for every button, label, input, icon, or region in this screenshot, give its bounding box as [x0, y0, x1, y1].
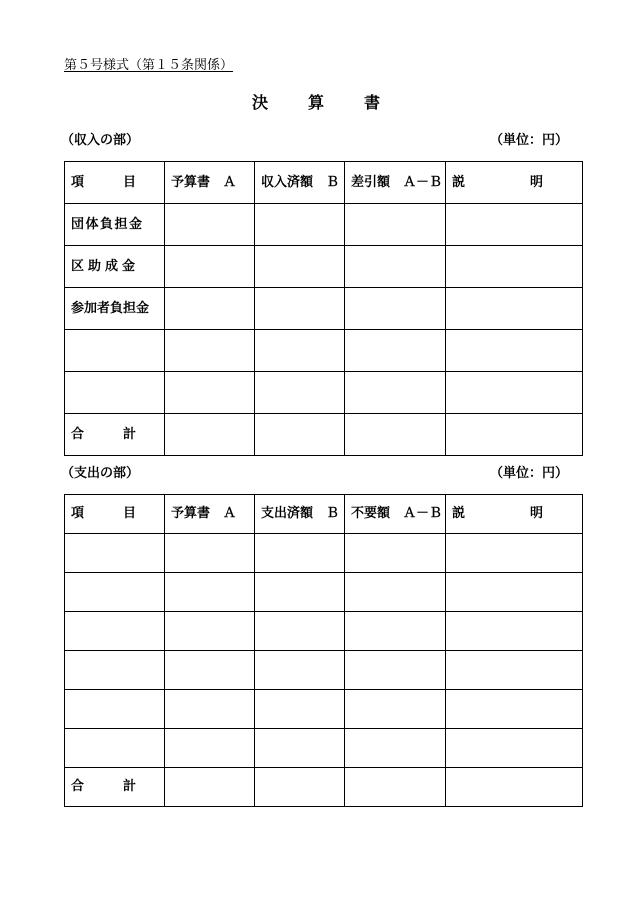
received-cell	[255, 372, 345, 414]
item-label	[65, 372, 165, 414]
total-row	[65, 768, 583, 807]
income-unit-label: （単位：円）	[489, 133, 568, 148]
budget-total-cell	[165, 414, 255, 456]
header-budget: 予算書 Ａ	[165, 495, 255, 534]
note-cell	[446, 690, 583, 729]
total-label: 合 計	[65, 768, 165, 807]
header-difference: 差引額 Ａ－Ｂ	[345, 162, 446, 204]
table-row	[65, 288, 583, 330]
item-label	[65, 330, 165, 372]
table-row	[65, 612, 583, 651]
note-cell	[446, 729, 583, 768]
table-row	[65, 729, 583, 768]
header-budget: 予算書 Ａ	[165, 162, 255, 204]
form-number: 第５号様式（第１５条関係）	[64, 58, 234, 73]
header-received: 収入済額 Ｂ	[255, 162, 345, 204]
received-cell	[255, 288, 345, 330]
budget-cell	[165, 651, 255, 690]
difference-cell	[345, 288, 446, 330]
item-label: 区助成金	[65, 246, 165, 288]
budget-cell	[165, 288, 255, 330]
received-cell	[255, 204, 345, 246]
table-header-row	[65, 495, 583, 534]
note-cell	[446, 372, 583, 414]
expense-unit-label: （単位：円）	[489, 466, 568, 481]
table-row	[65, 204, 583, 246]
expense-table	[64, 494, 583, 807]
spent-total-cell	[255, 768, 345, 807]
note-cell	[446, 612, 583, 651]
note-cell	[446, 651, 583, 690]
budget-cell	[165, 372, 255, 414]
difference-cell	[345, 246, 446, 288]
spent-cell	[255, 612, 345, 651]
item-label	[65, 534, 165, 573]
note-cell	[446, 573, 583, 612]
spent-cell	[255, 651, 345, 690]
note-cell	[446, 414, 583, 456]
total-row	[65, 414, 583, 456]
header-item: 項 目	[65, 162, 165, 204]
spent-cell	[255, 690, 345, 729]
budget-cell	[165, 729, 255, 768]
header-note: 説 明	[446, 162, 583, 204]
header-unused: 不要額 Ａ－Ｂ	[345, 495, 446, 534]
income-table	[64, 161, 583, 456]
header-note: 説 明	[446, 495, 583, 534]
budget-total-cell	[165, 768, 255, 807]
budget-cell	[165, 573, 255, 612]
header-item: 項 目	[65, 495, 165, 534]
unused-cell	[345, 651, 446, 690]
unused-cell	[345, 729, 446, 768]
received-total-cell	[255, 414, 345, 456]
spent-cell	[255, 534, 345, 573]
received-cell	[255, 246, 345, 288]
unused-cell	[345, 573, 446, 612]
table-row	[65, 330, 583, 372]
budget-cell	[165, 330, 255, 372]
difference-cell	[345, 372, 446, 414]
budget-cell	[165, 612, 255, 651]
unused-cell	[345, 612, 446, 651]
table-row	[65, 690, 583, 729]
note-cell	[446, 768, 583, 807]
budget-cell	[165, 534, 255, 573]
difference-cell	[345, 330, 446, 372]
item-label	[65, 651, 165, 690]
difference-cell	[345, 204, 446, 246]
item-label	[65, 573, 165, 612]
note-cell	[446, 288, 583, 330]
item-label	[65, 729, 165, 768]
budget-cell	[165, 690, 255, 729]
header-spent: 支出済額 Ｂ	[255, 495, 345, 534]
unused-total-cell	[345, 768, 446, 807]
item-label	[65, 690, 165, 729]
note-cell	[446, 204, 583, 246]
document-title: 決 算 書	[252, 93, 393, 112]
note-cell	[446, 534, 583, 573]
income-section-label: （収入の部）	[61, 133, 140, 148]
item-label	[65, 612, 165, 651]
difference-total-cell	[345, 414, 446, 456]
spent-cell	[255, 729, 345, 768]
budget-cell	[165, 204, 255, 246]
expense-section-label: （支出の部）	[61, 466, 140, 481]
note-cell	[446, 246, 583, 288]
spent-cell	[255, 573, 345, 612]
table-row	[65, 573, 583, 612]
note-cell	[446, 330, 583, 372]
table-row	[65, 246, 583, 288]
unused-cell	[345, 534, 446, 573]
budget-cell	[165, 246, 255, 288]
table-row	[65, 372, 583, 414]
unused-cell	[345, 690, 446, 729]
table-row	[65, 534, 583, 573]
received-cell	[255, 330, 345, 372]
item-label: 参加者負担金	[65, 288, 165, 330]
table-header-row	[65, 162, 583, 204]
table-row	[65, 651, 583, 690]
total-label: 合 計	[65, 414, 165, 456]
item-label: 団体負担金	[65, 204, 165, 246]
